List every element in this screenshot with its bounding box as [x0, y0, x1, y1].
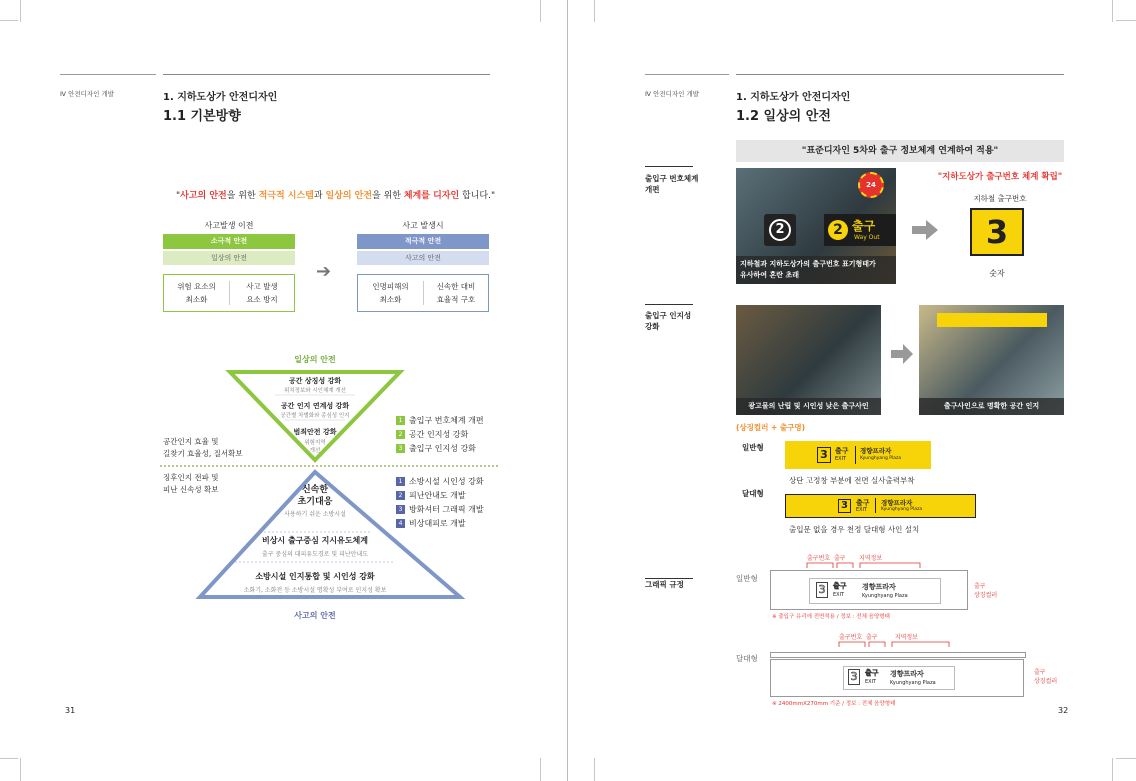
running-head: Ⅳ 안전디자인 개발 — [645, 90, 700, 98]
large-label: 달대형 — [742, 489, 764, 498]
cell-line: 사고 발생 — [246, 282, 278, 291]
general-desc: 상단 고정창 부분에 전면 실사출력부착 — [789, 476, 915, 485]
page-fold — [567, 0, 568, 781]
sign-place-en: Kyunghyang Plaza — [881, 507, 923, 512]
before-cell-1 — [164, 280, 229, 306]
tri-top-item-sub: 위험지역 — [304, 440, 326, 446]
crop-mark — [1116, 20, 1136, 21]
sign-place-ko: 경향프라자 — [890, 670, 924, 678]
label-line: 강화 — [645, 322, 660, 331]
arrow-icon — [891, 344, 913, 364]
sign-exit-en: EXIT — [856, 507, 868, 513]
dim-label: 출구 — [834, 555, 846, 562]
note-line: 공간인지 효율 및 — [163, 437, 219, 446]
large-sign — [785, 494, 976, 518]
photo-caption: 출구사인으로 명확한 공간 인지 — [919, 398, 1064, 415]
section-label — [645, 173, 698, 195]
list-text: 피난안내도 개발 — [409, 491, 466, 500]
sign-sub: Way Out — [854, 234, 880, 241]
list-number: 4 — [396, 519, 405, 528]
arrow-icon — [912, 219, 938, 241]
header-rule — [736, 74, 1064, 75]
photo-caption: 광고물의 난립 및 시인성 낮은 출구사인 — [736, 398, 881, 415]
after-header: 사고 발생시 — [402, 221, 444, 230]
sign-box — [764, 214, 796, 246]
crop-mark — [540, 758, 541, 781]
list-number: 1 — [396, 477, 405, 486]
note-line: 출구 — [974, 583, 986, 590]
sign-place-en: Kyunghyang Plaza — [862, 593, 908, 599]
graphic-label: 그래픽 규정 — [645, 580, 684, 589]
section-rule — [645, 166, 693, 167]
list-text: 출입구 인지성 강화 — [409, 444, 476, 453]
after-box — [357, 274, 489, 312]
sign-exit-ko: 출구 — [833, 582, 847, 590]
cell-line: 위험 요소의 — [177, 282, 216, 291]
after-bar-secondary: 사고의 안전 — [357, 251, 489, 265]
sign-place-ko: 경향프라자 — [862, 583, 896, 591]
quote — [176, 188, 495, 201]
sign-exit-ko: 출구 — [856, 499, 870, 507]
section-label — [645, 310, 691, 332]
sign-number: 2 — [828, 220, 848, 240]
photo-subway-exit — [736, 168, 896, 284]
crop-mark — [1112, 758, 1113, 781]
after-cell-2 — [424, 280, 488, 306]
list-number: 2 — [396, 430, 405, 439]
large-label-2: 달대형 — [736, 654, 758, 663]
label-line: 개편 — [645, 185, 660, 194]
tri-top-item-title: 공간 인지 연계성 강화 — [280, 402, 350, 410]
sign-area — [809, 578, 941, 604]
after-cell-1 — [358, 280, 423, 306]
tri-bottom-item-title: 초기대응 — [297, 497, 333, 507]
sign-text: 출구 — [852, 219, 876, 233]
list-item — [396, 428, 484, 442]
tri-bottom-item-sub: 출구 중심의 대피유도경로 및 피난안내도 — [261, 551, 369, 558]
before-bar-primary: 소극적 안전 — [163, 234, 295, 249]
list-bottom — [396, 475, 484, 531]
header-rule — [163, 74, 490, 75]
large-outline-sign — [770, 659, 1024, 697]
header-rule — [645, 74, 729, 75]
cell-line: 인명피해의 — [372, 282, 409, 291]
crop-mark — [1116, 758, 1136, 759]
sign-exit-ko: 출구 — [835, 447, 849, 455]
side-note — [163, 472, 218, 496]
sign-place-en: Kyunghyang Plaza — [890, 680, 936, 686]
foot-note: ※ 출입구 유리에 전면적용 / 정보 : 전체 음양형태 — [772, 614, 890, 620]
quote-text: 을 위한 — [372, 191, 404, 201]
side-note — [163, 436, 243, 460]
caption-line: 지하철과 지하도상가의 출구번호 표기형태가 — [740, 260, 876, 268]
exit-sign-yellow — [937, 313, 1047, 327]
foot-note: ※ 2400mmX270mm 기준 / 정보 : 전체 음양형태 — [772, 701, 896, 707]
divider — [875, 498, 876, 513]
side-note-red — [1034, 668, 1057, 686]
page-number: 32 — [1058, 706, 1069, 715]
tri-bottom-label: 사고의 안전 — [294, 611, 336, 620]
dimension-lines — [837, 640, 957, 648]
list-text: 소방시설 시인성 강화 — [409, 477, 484, 486]
sign-place-ko: 경향프라자 — [881, 499, 913, 507]
tri-bottom-item-sub: 소화기, 소화전 등 소방시설 명확성 부여로 인지성 확보 — [243, 587, 387, 594]
general-outline-sign — [770, 570, 968, 610]
crop-mark — [0, 758, 18, 759]
cell-line: 최소화 — [379, 295, 402, 304]
caption-line: 유사하여 혼란 초래 — [740, 271, 799, 279]
tri-bottom-item-title: 신속한 — [301, 485, 329, 495]
dim-label: 출구 — [866, 634, 878, 641]
photo-before — [736, 305, 881, 415]
sign-number: 2 — [769, 219, 791, 241]
label-line: 출입구 인지성 — [645, 311, 692, 320]
note-line: 상징컬러 — [974, 592, 998, 599]
before-cell-2 — [230, 280, 294, 306]
list-text: 방화셔터 그래픽 개발 — [409, 505, 484, 514]
sign-number: 3 — [838, 499, 851, 513]
quote-highlight: 일상의 안전 — [325, 191, 373, 201]
photo-caption — [736, 256, 896, 284]
note-line: 피난 신속성 확보 — [163, 485, 219, 494]
cell-line: 효율적 구호 — [436, 295, 476, 304]
sign-place-ko: 경향프라자 — [860, 447, 892, 455]
tri-top-label: 일상의 안전 — [294, 355, 336, 364]
large-desc: 출입문 없을 경우 천정 달대형 사인 설치 — [789, 525, 920, 534]
list-item — [396, 489, 484, 503]
list-item — [396, 517, 484, 531]
quote-text: 과 — [313, 191, 326, 201]
banner: "표준디자인 5차와 출구 정보체계 연계하여 적용" — [736, 140, 1064, 162]
tri-top-item-sub: 공간별 차별화와 종심성 인지 — [280, 413, 350, 419]
crop-mark — [20, 758, 21, 781]
page-title: 1.2 일상의 안전 — [736, 109, 831, 124]
photo-after — [919, 305, 1064, 415]
note-line: 길찾기 효율성, 질서확보 — [163, 449, 243, 458]
before-bar-secondary: 일상의 안전 — [163, 251, 295, 265]
exit-caption: 숫자 — [989, 269, 1005, 278]
quote-highlight: 체계를 디자인 — [403, 191, 460, 201]
sign-exit-ko: 출구 — [865, 669, 879, 677]
tri-top-item-title: 범죄안전 강화 — [293, 428, 337, 436]
tri-bottom-item-title: 소방시설 인지통합 및 시인성 강화 — [255, 572, 375, 581]
section-title: 1. 지하도상가 안전디자인 — [736, 92, 851, 103]
sign-number: 3 — [816, 582, 828, 598]
list-number: 2 — [396, 491, 405, 500]
crop-mark — [0, 20, 18, 21]
dim-label: 지역정보 — [858, 555, 883, 562]
dim-label: 지역정보 — [894, 634, 918, 641]
note-line: 상징컬러 — [1034, 678, 1058, 685]
general-label: 일반형 — [742, 443, 764, 452]
general-sign — [785, 441, 931, 469]
page-number: 31 — [65, 706, 76, 715]
header-rule — [60, 74, 156, 75]
quote-mark: " — [176, 191, 181, 201]
list-number: 3 — [396, 505, 405, 514]
quote-text: 합니다." — [459, 191, 496, 201]
tri-top-item-sub: 개선 — [309, 448, 321, 454]
list-text: 출입구 번호체계 개편 — [409, 416, 484, 425]
sign-number: 3 — [817, 447, 831, 463]
sign-exit-en: EXIT — [833, 592, 845, 598]
page-title: 1.1 기본방향 — [163, 109, 241, 124]
crop-mark — [20, 0, 21, 22]
quote-text: 을 위한 — [226, 191, 259, 201]
arrow-icon: ➔ — [316, 261, 332, 282]
sign-area — [843, 666, 955, 690]
label-line: 출입구 번호체계 — [645, 174, 699, 183]
sign-exit-en: EXIT — [865, 679, 877, 685]
list-text: 비상대피로 개발 — [409, 519, 466, 528]
list-item — [396, 414, 484, 428]
quote-highlight: 적극적 시스템 — [258, 191, 314, 201]
section-title: 1. 지하도상가 안전디자인 — [163, 92, 278, 103]
list-top — [396, 414, 484, 456]
side-note-red — [974, 582, 997, 600]
before-header: 사고발생 이전 — [204, 221, 254, 230]
tri-top-item-sub: 위치정보와 시인체계 개선 — [284, 388, 346, 394]
quote-highlight: 사고의 안전 — [180, 191, 227, 201]
running-head: Ⅳ 안전디자인 개발 — [60, 90, 115, 98]
list-text: 공간 인지성 강화 — [409, 430, 469, 439]
list-number: 1 — [396, 416, 405, 425]
tri-top-item-title: 공간 상징성 강화 — [288, 377, 342, 385]
before-box — [163, 274, 295, 312]
cell-line: 신속한 대비 — [436, 282, 476, 291]
crop-mark — [1112, 0, 1113, 22]
list-item — [396, 475, 484, 489]
crop-mark — [540, 0, 541, 22]
exit-sign — [824, 214, 896, 246]
sign-exit-en: EXIT — [835, 456, 847, 462]
note-line: 출구 — [1034, 669, 1046, 676]
crop-mark — [594, 0, 595, 22]
divider — [855, 446, 856, 464]
dim-label: 출구번호 — [839, 634, 863, 641]
sign-place-en: Kyunghyang Plaza — [860, 456, 902, 461]
cell-line: 최소화 — [185, 295, 208, 304]
sym-label: (상징컬러 + 출구명) — [736, 423, 806, 432]
dimension-lines — [805, 561, 925, 569]
dim-label: 출구번호 — [807, 555, 831, 562]
section-rule — [645, 304, 693, 305]
exit-number-sign: 3 — [970, 208, 1024, 256]
list-item — [396, 442, 484, 456]
tri-bottom-item-title: 비상시 출구중심 지시유도체계 — [261, 536, 369, 545]
after-bar-primary: 적극적 안전 — [357, 234, 489, 249]
subway-label: 지하철 출구번호 — [973, 194, 1027, 203]
gen-label-2: 일반형 — [736, 574, 758, 583]
tri-bottom-item-sub: 사용하기 쉬운 소방시설 — [284, 511, 346, 518]
list-number: 3 — [396, 444, 405, 453]
sign-number: 3 — [848, 669, 860, 685]
ceiling-rail — [770, 652, 1026, 658]
exit-badge-icon: 24 — [858, 172, 884, 198]
note-line: 징후인지 전파 및 — [163, 473, 219, 482]
cell-line: 요소 방지 — [246, 295, 278, 304]
red-title: "지하도상가 출구번호 체계 확립" — [937, 172, 1063, 182]
crop-mark — [594, 758, 595, 781]
list-item — [396, 503, 484, 517]
